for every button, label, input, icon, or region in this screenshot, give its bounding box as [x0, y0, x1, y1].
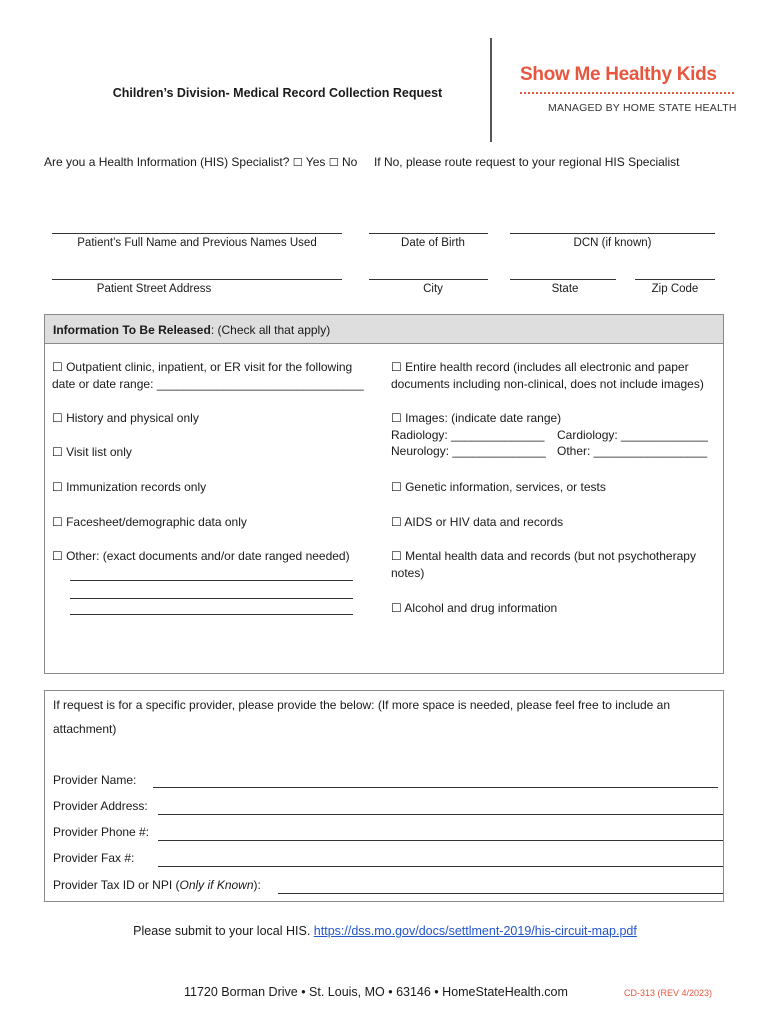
option-history-physical[interactable]: ☐ History and physical only	[52, 411, 199, 425]
other-line-3[interactable]	[70, 614, 353, 615]
option-entire-record[interactable]: ☐ Entire health record (includes all electronic and paper documents including non-clinical, does not include images)	[391, 360, 704, 391]
city-label: City	[423, 283, 443, 295]
provider-taxid-field[interactable]	[278, 893, 723, 894]
state-line[interactable]	[510, 279, 616, 280]
provider-phone-label: Provider Phone #:	[53, 825, 150, 839]
street-line[interactable]	[52, 279, 342, 280]
provider-address-field[interactable]	[158, 814, 723, 815]
header-divider	[490, 38, 492, 142]
provider-phone-field[interactable]	[158, 840, 723, 841]
state-label: State	[551, 283, 579, 295]
provider-intro-line1: If request is for a specific provider, please provide the below: (If more space is needed, please feel free to include an	[53, 698, 671, 712]
provider-fax-field[interactable]	[158, 866, 723, 867]
other-line-2[interactable]	[70, 598, 353, 599]
submit-instructions	[0, 924, 770, 938]
release-heading-bold: Information To Be Released	[53, 323, 211, 337]
patient-name-line[interactable]	[52, 233, 342, 234]
option-visit-list[interactable]: ☐ Visit list only	[52, 445, 132, 459]
option-alcohol-drug[interactable]: ☐ Alcohol and drug information	[391, 601, 558, 615]
option-aids-hiv[interactable]: ☐ AIDS or HIV data and records	[391, 515, 564, 529]
street-label: Patient Street Address	[96, 283, 212, 295]
his-route-note: If No, please route request to your regional HIS Specialist	[373, 155, 680, 169]
his-yes-checkbox[interactable]: ☐	[292, 156, 303, 169]
brand-logo: Show Me Healthy Kids	[520, 64, 717, 85]
his-question-text: Are you a Health Information (HIS) Specialist?	[44, 155, 290, 169]
provider-intro-line2: attachment)	[53, 722, 117, 736]
logo-dotted-rule	[520, 92, 734, 94]
images-cardiology: Cardiology: _____________	[557, 428, 708, 442]
provider-panel	[44, 690, 724, 902]
images-other: Other: _________________	[557, 444, 708, 458]
option-other[interactable]: ☐ Other: (exact documents and/or date ranged needed)	[52, 549, 350, 563]
images-neurology: Neurology: ______________	[391, 444, 546, 458]
provider-taxid-label: Provider Tax ID or NPI (Only if Known):	[53, 878, 261, 892]
his-no-label: No	[341, 155, 358, 169]
release-heading	[53, 323, 330, 337]
dob-label: Date of Birth	[401, 237, 465, 249]
footer-address: 11720 Borman Drive • St. Louis, MO • 63146 • HomeStateHealth.com	[184, 985, 568, 999]
option-facesheet[interactable]: ☐ Facesheet/demographic data only	[52, 515, 247, 529]
submit-text: Please submit to your local HIS.	[133, 924, 311, 938]
provider-name-label: Provider Name:	[53, 773, 137, 787]
dcn-line[interactable]	[510, 233, 715, 234]
his-no-checkbox[interactable]: ☐	[328, 156, 339, 169]
provider-fax-label: Provider Fax #:	[53, 851, 135, 865]
provider-name-field[interactable]	[153, 787, 718, 788]
option-genetic[interactable]: ☐ Genetic information, services, or tests	[391, 480, 606, 494]
patient-name-label: Patient’s Full Name and Previous Names Used	[77, 237, 317, 249]
his-yes-label: Yes	[305, 155, 326, 169]
dob-line[interactable]	[369, 233, 488, 234]
option-mental-health[interactable]: ☐ Mental health data and records (but not psychotherapy notes)	[391, 549, 696, 580]
option-images[interactable]: ☐ Images: (indicate date range)	[391, 411, 562, 425]
his-question-row	[44, 155, 679, 169]
images-radiology: Radiology: ______________	[391, 428, 545, 442]
option-outpatient[interactable]: ☐ Outpatient clinic, inpatient, or ER visit for the following date or date range: _______________________________	[52, 360, 364, 391]
other-line-1[interactable]	[70, 580, 353, 581]
option-immunization[interactable]: ☐ Immunization records only	[52, 480, 207, 494]
form-code: CD-313 (REV 4/2023)	[624, 988, 713, 998]
his-circuit-map-link[interactable]: https://dss.mo.gov/docs/settlment-2019/his-circuit-map.pdf	[313, 924, 637, 938]
provider-address-label: Provider Address:	[53, 799, 148, 813]
city-line[interactable]	[369, 279, 488, 280]
page-title: Children’s Division- Medical Record Collection Request	[112, 86, 443, 100]
brand-logo-subtext: MANAGED BY HOME STATE HEALTH	[548, 102, 737, 114]
release-heading-suffix: : (Check all that apply)	[210, 323, 331, 337]
zip-line[interactable]	[635, 279, 715, 280]
dcn-label: DCN (if known)	[573, 237, 652, 249]
zip-label: Zip Code	[651, 283, 699, 295]
